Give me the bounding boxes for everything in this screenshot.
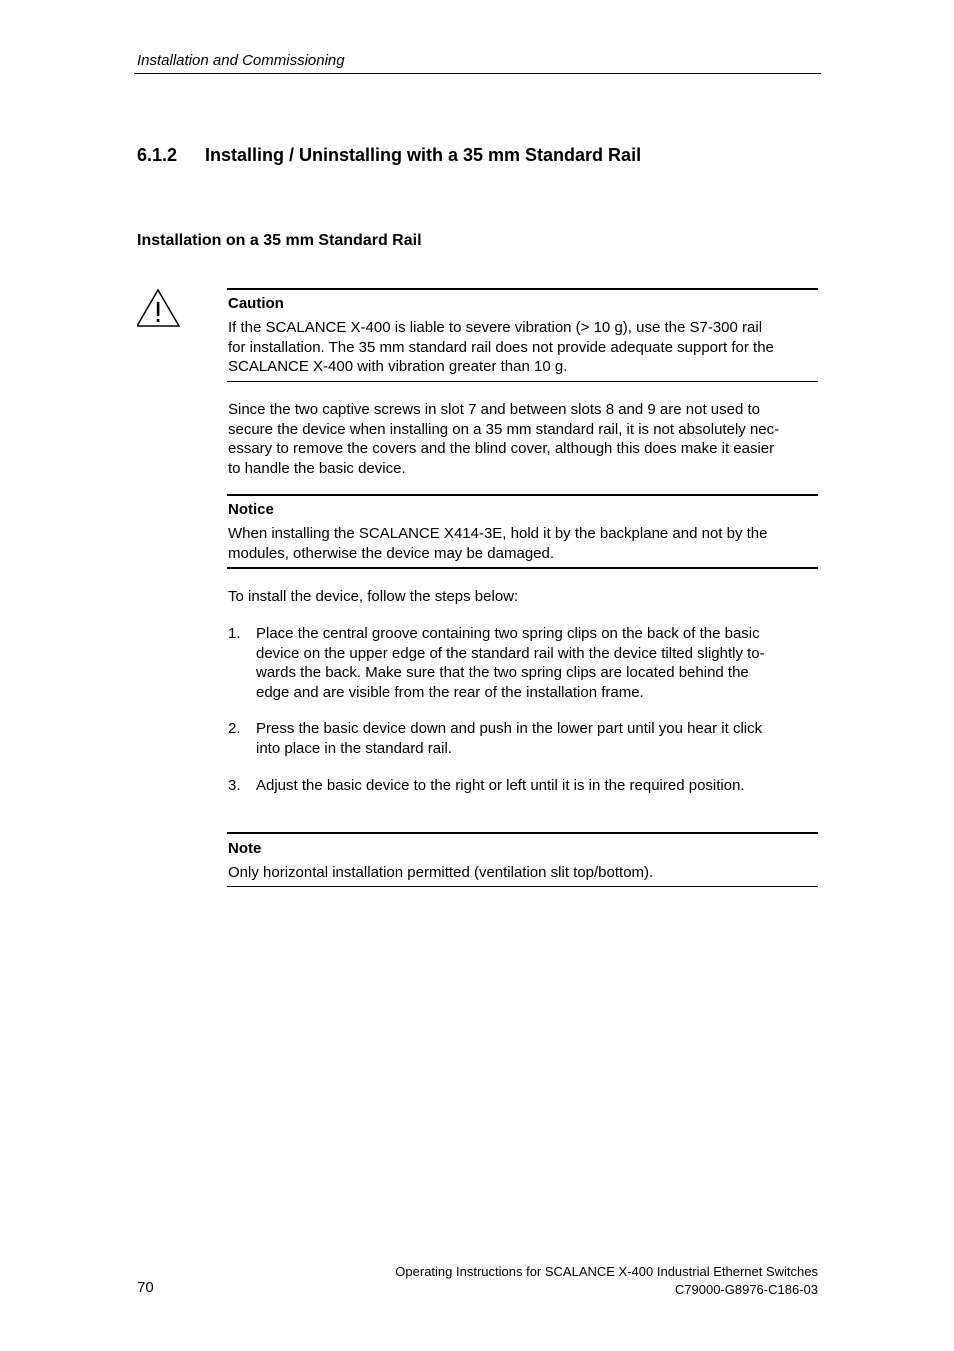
step-line: into place in the standard rail. bbox=[256, 739, 452, 757]
paragraph-line: essary to remove the covers and the blind cover, although this does make it easier bbox=[228, 440, 775, 457]
step-line: Place the central groove containing two spring clips on the back of the basic bbox=[256, 625, 760, 642]
note-label: Note bbox=[228, 840, 262, 857]
notice-bottom-rule bbox=[227, 567, 818, 569]
step-line: Adjust the basic device to the right or left until it is in the required position. bbox=[256, 777, 745, 794]
caution-line: SCALANCE X-400 with vibration greater than 10 g. bbox=[228, 358, 568, 375]
section-title-text: Installing / Uninstalling with a 35 mm Standard Rail bbox=[205, 145, 642, 165]
running-header: Installation and Commissioning bbox=[137, 52, 345, 69]
step-number: 3. bbox=[228, 777, 241, 794]
paragraph-captive-screws bbox=[228, 400, 820, 478]
step-line: edge and are visible from the rear of the installation frame. bbox=[256, 683, 644, 701]
caution-text bbox=[228, 318, 820, 377]
caution-line: If the SCALANCE X-400 is liable to severe vibration (> 10 g), use the S7-300 rail bbox=[228, 319, 763, 336]
caution-line: for installation. The 35 mm standard rail does not provide adequate support for the bbox=[228, 338, 774, 356]
caution-label: Caution bbox=[228, 295, 284, 312]
paragraph-line: secure the device when installing on a 35 mm standard rail, it is not absolutely nec- bbox=[228, 420, 780, 438]
step-number: 1. bbox=[228, 625, 241, 642]
page-number: 70 bbox=[137, 1279, 154, 1296]
caution-bottom-rule bbox=[227, 381, 818, 382]
note-bottom-rule bbox=[227, 886, 818, 887]
notice-line: When installing the SCALANCE X414-3E, hold it by the backplane and not by the bbox=[228, 525, 768, 542]
step-line: wards the back. Make sure that the two spring clips are located behind the bbox=[256, 664, 749, 681]
footer-doc-id: C79000-G8976-C186-03 bbox=[674, 1282, 818, 1297]
caution-top-rule bbox=[227, 288, 818, 290]
step-text bbox=[256, 624, 816, 702]
step-line: Press the basic device down and push in the lower part until you hear it click bbox=[256, 720, 763, 737]
step-number: 2. bbox=[228, 720, 241, 737]
notice-text bbox=[228, 524, 820, 563]
footer-doc-title: Operating Instructions for SCALANCE X-400 Industrial Ethernet Switches bbox=[395, 1264, 818, 1279]
paragraph-line: to handle the basic device. bbox=[228, 459, 406, 477]
note-text: Only horizontal installation permitted (ventilation slit top/bottom). bbox=[228, 864, 654, 881]
section-title bbox=[137, 145, 641, 166]
section-number: 6.1.2 bbox=[137, 145, 178, 165]
notice-top-rule bbox=[227, 494, 818, 496]
notice-line: modules, otherwise the device may be damaged. bbox=[228, 544, 555, 562]
notice-label: Notice bbox=[228, 501, 274, 518]
note-top-rule bbox=[227, 832, 818, 834]
step-text bbox=[256, 719, 816, 758]
subheading: Installation on a 35 mm Standard Rail bbox=[137, 232, 422, 249]
paragraph-line: Since the two captive screws in slot 7 and between slots 8 and 9 are not used to bbox=[228, 401, 760, 418]
step-text bbox=[256, 776, 816, 796]
step-line: device on the upper edge of the standard rail with the device tilted slightly to- bbox=[256, 644, 765, 662]
header-divider bbox=[134, 73, 821, 74]
steps-intro: To install the device, follow the steps below: bbox=[228, 588, 519, 605]
warning-triangle-icon bbox=[137, 288, 181, 328]
